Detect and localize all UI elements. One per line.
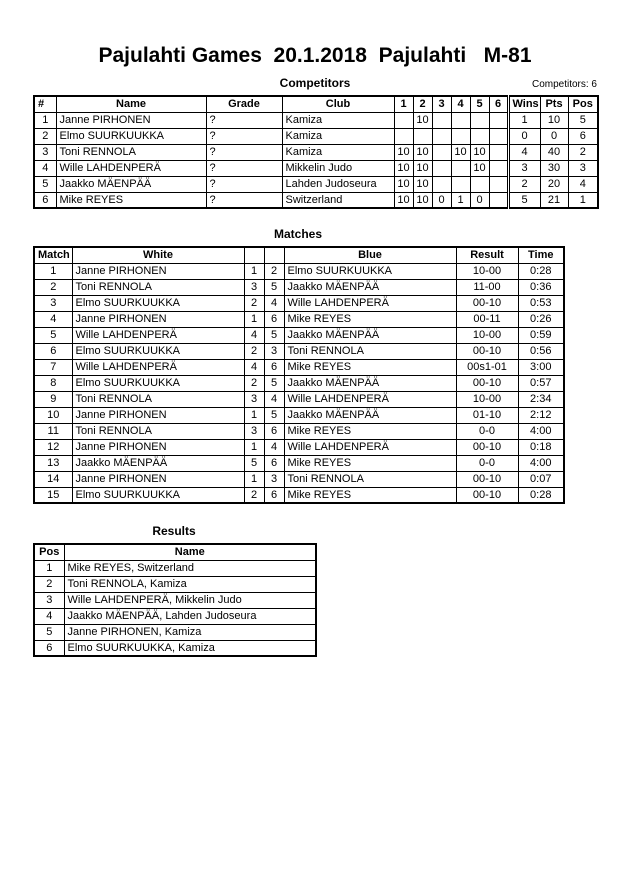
- match-row: [34, 295, 564, 311]
- match-time: 0:56: [518, 343, 564, 359]
- score-vs-5: 0: [470, 192, 489, 208]
- result-name: Janne PIRHONEN, Kamiza: [64, 624, 316, 640]
- match-result: 00-11: [456, 311, 518, 327]
- score-vs-5: [470, 176, 489, 192]
- competitor-pos: 4: [568, 176, 598, 192]
- col-blue: Blue: [284, 247, 456, 263]
- match-number: 3: [34, 295, 72, 311]
- match-white-name: Wille LAHDENPERÄ: [72, 359, 244, 375]
- score-vs-1: 10: [394, 176, 413, 192]
- col-round-1: 1: [394, 96, 413, 112]
- match-number: 6: [34, 343, 72, 359]
- score-vs-1: 10: [394, 144, 413, 160]
- match-white-number: 3: [244, 279, 264, 295]
- score-vs-6: [489, 112, 508, 128]
- competitor-row: [34, 112, 598, 128]
- match-blue-number: 4: [264, 391, 284, 407]
- score-vs-6: [489, 144, 508, 160]
- col-time: Time: [518, 247, 564, 263]
- match-row: [34, 423, 564, 439]
- match-white-name: Toni RENNOLA: [72, 391, 244, 407]
- matches-body: [34, 263, 564, 503]
- score-vs-3: 0: [432, 192, 451, 208]
- match-time: 0:07: [518, 471, 564, 487]
- match-blue-number: 4: [264, 439, 284, 455]
- result-row: [34, 560, 316, 576]
- results-heading: Results: [152, 524, 196, 538]
- results-header-row: [34, 544, 316, 560]
- competitor-pts: 10: [540, 112, 568, 128]
- match-white-name: Janne PIRHONEN: [72, 439, 244, 455]
- competitor-club: Mikkelin Judo: [282, 160, 394, 176]
- score-vs-4: [451, 160, 470, 176]
- match-time: 0:28: [518, 263, 564, 279]
- col-round-5: 5: [470, 96, 489, 112]
- match-white-number: 2: [244, 487, 264, 503]
- match-row: [34, 455, 564, 471]
- competitor-name: Toni RENNOLA: [56, 144, 206, 160]
- match-white-name: Elmo SUURKUUKKA: [72, 295, 244, 311]
- competitor-pos: 1: [568, 192, 598, 208]
- match-blue-name: Mike REYES: [284, 455, 456, 471]
- match-blue-number: 5: [264, 279, 284, 295]
- match-white-number: 2: [244, 295, 264, 311]
- competitor-club: Kamiza: [282, 144, 394, 160]
- competitor-number: 1: [34, 112, 56, 128]
- match-white-number: 1: [244, 311, 264, 327]
- matches-table: [33, 246, 565, 504]
- match-row: [34, 471, 564, 487]
- competitors-heading-row: [33, 76, 597, 90]
- col-white-number: [244, 247, 264, 263]
- match-white-name: Toni RENNOLA: [72, 279, 244, 295]
- score-vs-3: [432, 128, 451, 144]
- score-vs-3: [432, 160, 451, 176]
- match-time: 4:00: [518, 423, 564, 439]
- match-white-name: Janne PIRHONEN: [72, 311, 244, 327]
- competitor-grade: ?: [206, 176, 282, 192]
- match-white-name: Janne PIRHONEN: [72, 471, 244, 487]
- match-blue-number: 6: [264, 455, 284, 471]
- match-row: [34, 359, 564, 375]
- score-vs-3: [432, 144, 451, 160]
- competitor-grade: ?: [206, 144, 282, 160]
- competitor-row: [34, 128, 598, 144]
- competitor-number: 3: [34, 144, 56, 160]
- match-row: [34, 327, 564, 343]
- competitor-pts: 30: [540, 160, 568, 176]
- match-blue-number: 6: [264, 423, 284, 439]
- match-number: 8: [34, 375, 72, 391]
- match-number: 2: [34, 279, 72, 295]
- score-vs-4: [451, 176, 470, 192]
- match-white-name: Toni RENNOLA: [72, 423, 244, 439]
- match-blue-name: Elmo SUURKUUKKA: [284, 263, 456, 279]
- match-result: 10-00: [456, 391, 518, 407]
- match-time: 0:18: [518, 439, 564, 455]
- score-vs-3: [432, 176, 451, 192]
- match-result: 10-00: [456, 327, 518, 343]
- competitor-grade: ?: [206, 192, 282, 208]
- match-number: 11: [34, 423, 72, 439]
- match-blue-name: Wille LAHDENPERÄ: [284, 391, 456, 407]
- match-blue-number: 5: [264, 407, 284, 423]
- match-row: [34, 487, 564, 503]
- competitor-row: [34, 192, 598, 208]
- col-pos: Pos: [34, 544, 64, 560]
- competitor-pos: 2: [568, 144, 598, 160]
- match-blue-number: 4: [264, 295, 284, 311]
- competitors-header-row: [34, 96, 598, 112]
- match-result: 00-10: [456, 375, 518, 391]
- competitors-table: [33, 95, 599, 209]
- match-row: [34, 407, 564, 423]
- match-time: 4:00: [518, 455, 564, 471]
- match-blue-name: Toni RENNOLA: [284, 471, 456, 487]
- result-row: [34, 592, 316, 608]
- competitor-row: [34, 160, 598, 176]
- match-blue-name: Mike REYES: [284, 311, 456, 327]
- match-result: 00-10: [456, 439, 518, 455]
- result-name: Elmo SUURKUUKKA, Kamiza: [64, 640, 316, 656]
- match-white-name: Jaakko MÄENPÄÄ: [72, 455, 244, 471]
- competitor-pos: 5: [568, 112, 598, 128]
- score-vs-6: [489, 176, 508, 192]
- col-result: Result: [456, 247, 518, 263]
- col-name: Name: [64, 544, 316, 560]
- score-vs-2: 10: [413, 112, 432, 128]
- score-vs-5: [470, 112, 489, 128]
- match-number: 4: [34, 311, 72, 327]
- col-white: White: [72, 247, 244, 263]
- result-row: [34, 576, 316, 592]
- match-number: 15: [34, 487, 72, 503]
- match-blue-name: Mike REYES: [284, 423, 456, 439]
- match-white-number: 2: [244, 375, 264, 391]
- competitor-row: [34, 144, 598, 160]
- match-white-name: Elmo SUURKUUKKA: [72, 375, 244, 391]
- match-blue-name: Mike REYES: [284, 487, 456, 503]
- competitor-grade: ?: [206, 160, 282, 176]
- score-vs-2: [413, 128, 432, 144]
- competitors-heading: Competitors: [279, 76, 351, 90]
- match-white-number: 4: [244, 327, 264, 343]
- match-white-number: 1: [244, 439, 264, 455]
- match-result: 00s1-01: [456, 359, 518, 375]
- score-vs-1: [394, 112, 413, 128]
- match-time: 0:36: [518, 279, 564, 295]
- match-result: 10-00: [456, 263, 518, 279]
- col-blue-number: [264, 247, 284, 263]
- competitor-club: Kamiza: [282, 128, 394, 144]
- score-vs-2: 10: [413, 160, 432, 176]
- match-blue-name: Wille LAHDENPERÄ: [284, 295, 456, 311]
- competitor-name: Elmo SUURKUUKKA: [56, 128, 206, 144]
- match-result: 11-00: [456, 279, 518, 295]
- match-white-number: 4: [244, 359, 264, 375]
- match-row: [34, 439, 564, 455]
- match-blue-number: 5: [264, 327, 284, 343]
- col-club: Club: [282, 96, 394, 112]
- match-white-name: Elmo SUURKUUKKA: [72, 487, 244, 503]
- competitor-pos: 6: [568, 128, 598, 144]
- match-row: [34, 391, 564, 407]
- score-vs-6: [489, 192, 508, 208]
- col-round-3: 3: [432, 96, 451, 112]
- competitor-number: 6: [34, 192, 56, 208]
- score-vs-4: 1: [451, 192, 470, 208]
- competitor-grade: ?: [206, 128, 282, 144]
- score-vs-4: 10: [451, 144, 470, 160]
- col-round-2: 2: [413, 96, 432, 112]
- match-white-number: 2: [244, 343, 264, 359]
- competitor-name: Mike REYES: [56, 192, 206, 208]
- competitor-wins: 1: [508, 112, 540, 128]
- result-pos: 6: [34, 640, 64, 656]
- score-vs-1: 10: [394, 160, 413, 176]
- match-result: 0-0: [456, 455, 518, 471]
- col-round-6: 6: [489, 96, 508, 112]
- result-pos: 3: [34, 592, 64, 608]
- result-name: Jaakko MÄENPÄÄ, Lahden Judoseura: [64, 608, 316, 624]
- match-time: 0:53: [518, 295, 564, 311]
- score-vs-5: [470, 128, 489, 144]
- competitor-row: [34, 176, 598, 192]
- competitor-number: 5: [34, 176, 56, 192]
- match-white-name: Wille LAHDENPERÄ: [72, 327, 244, 343]
- match-white-number: 3: [244, 391, 264, 407]
- match-time: 0:26: [518, 311, 564, 327]
- match-result: 00-10: [456, 487, 518, 503]
- score-vs-2: 10: [413, 192, 432, 208]
- result-pos: 5: [34, 624, 64, 640]
- result-pos: 4: [34, 608, 64, 624]
- score-vs-5: 10: [470, 160, 489, 176]
- score-vs-4: [451, 112, 470, 128]
- match-row: [34, 311, 564, 327]
- competitor-name: Janne PIRHONEN: [56, 112, 206, 128]
- result-row: [34, 624, 316, 640]
- match-time: 2:34: [518, 391, 564, 407]
- match-number: 12: [34, 439, 72, 455]
- score-vs-5: 10: [470, 144, 489, 160]
- result-pos: 1: [34, 560, 64, 576]
- match-blue-name: Toni RENNOLA: [284, 343, 456, 359]
- col-grade: Grade: [206, 96, 282, 112]
- match-number: 1: [34, 263, 72, 279]
- match-result: 01-10: [456, 407, 518, 423]
- match-result: 0-0: [456, 423, 518, 439]
- competitor-pts: 0: [540, 128, 568, 144]
- match-blue-name: Jaakko MÄENPÄÄ: [284, 375, 456, 391]
- match-white-number: 1: [244, 263, 264, 279]
- col-name: Name: [56, 96, 206, 112]
- match-time: 0:28: [518, 487, 564, 503]
- match-blue-name: Jaakko MÄENPÄÄ: [284, 327, 456, 343]
- matches-header-row: [34, 247, 564, 263]
- match-number: 14: [34, 471, 72, 487]
- match-number: 9: [34, 391, 72, 407]
- results-table: [33, 543, 317, 657]
- score-vs-2: 10: [413, 144, 432, 160]
- match-blue-name: Jaakko MÄENPÄÄ: [284, 279, 456, 295]
- competitor-club: Lahden Judoseura: [282, 176, 394, 192]
- match-blue-number: 5: [264, 375, 284, 391]
- match-result: 00-10: [456, 295, 518, 311]
- match-blue-number: 6: [264, 359, 284, 375]
- competitor-wins: 3: [508, 160, 540, 176]
- match-row: [34, 263, 564, 279]
- match-row: [34, 279, 564, 295]
- match-blue-number: 6: [264, 311, 284, 327]
- competitor-club: Switzerland: [282, 192, 394, 208]
- col-pos: Pos: [568, 96, 598, 112]
- match-blue-name: Jaakko MÄENPÄÄ: [284, 407, 456, 423]
- match-white-name: Elmo SUURKUUKKA: [72, 343, 244, 359]
- match-number: 7: [34, 359, 72, 375]
- match-row: [34, 343, 564, 359]
- match-blue-name: Wille LAHDENPERÄ: [284, 439, 456, 455]
- competitor-wins: 4: [508, 144, 540, 160]
- match-white-name: Janne PIRHONEN: [72, 407, 244, 423]
- competitor-pos: 3: [568, 160, 598, 176]
- competitor-number: 4: [34, 160, 56, 176]
- competitor-pts: 20: [540, 176, 568, 192]
- matches-heading: Matches: [273, 227, 323, 241]
- result-name: Mike REYES, Switzerland: [64, 560, 316, 576]
- match-row: [34, 375, 564, 391]
- score-vs-6: [489, 128, 508, 144]
- match-blue-number: 3: [264, 343, 284, 359]
- match-white-number: 3: [244, 423, 264, 439]
- match-blue-number: 2: [264, 263, 284, 279]
- results-body: [34, 560, 316, 656]
- col-number: #: [34, 96, 56, 112]
- score-vs-6: [489, 160, 508, 176]
- col-wins: Wins: [508, 96, 540, 112]
- competitors-count: Competitors: 6: [531, 79, 597, 90]
- match-number: 5: [34, 327, 72, 343]
- match-time: 0:59: [518, 327, 564, 343]
- competitors-body: [34, 112, 598, 208]
- match-number: 13: [34, 455, 72, 471]
- match-time: 0:57: [518, 375, 564, 391]
- match-time: 3:00: [518, 359, 564, 375]
- result-row: [34, 640, 316, 656]
- score-vs-4: [451, 128, 470, 144]
- competitor-name: Jaakko MÄENPÄÄ: [56, 176, 206, 192]
- competitor-number: 2: [34, 128, 56, 144]
- competitor-grade: ?: [206, 112, 282, 128]
- competitor-pts: 40: [540, 144, 568, 160]
- competitor-pts: 21: [540, 192, 568, 208]
- page-title: Pajulahti Games 20.1.2018 Pajulahti M-81: [98, 44, 532, 67]
- match-white-number: 5: [244, 455, 264, 471]
- competitor-wins: 5: [508, 192, 540, 208]
- col-pts: Pts: [540, 96, 568, 112]
- match-blue-number: 6: [264, 487, 284, 503]
- result-pos: 2: [34, 576, 64, 592]
- match-white-number: 1: [244, 407, 264, 423]
- result-row: [34, 608, 316, 624]
- score-vs-2: 10: [413, 176, 432, 192]
- score-vs-1: [394, 128, 413, 144]
- match-number: 10: [34, 407, 72, 423]
- score-vs-1: 10: [394, 192, 413, 208]
- col-match: Match: [34, 247, 72, 263]
- score-vs-3: [432, 112, 451, 128]
- competitor-name: Wille LAHDENPERÄ: [56, 160, 206, 176]
- match-white-name: Janne PIRHONEN: [72, 263, 244, 279]
- match-blue-number: 3: [264, 471, 284, 487]
- match-time: 2:12: [518, 407, 564, 423]
- result-name: Wille LAHDENPERÄ, Mikkelin Judo: [64, 592, 316, 608]
- match-white-number: 1: [244, 471, 264, 487]
- competitor-club: Kamiza: [282, 112, 394, 128]
- match-blue-name: Mike REYES: [284, 359, 456, 375]
- competitor-wins: 0: [508, 128, 540, 144]
- competitor-wins: 2: [508, 176, 540, 192]
- match-result: 00-10: [456, 471, 518, 487]
- match-result: 00-10: [456, 343, 518, 359]
- col-round-4: 4: [451, 96, 470, 112]
- result-name: Toni RENNOLA, Kamiza: [64, 576, 316, 592]
